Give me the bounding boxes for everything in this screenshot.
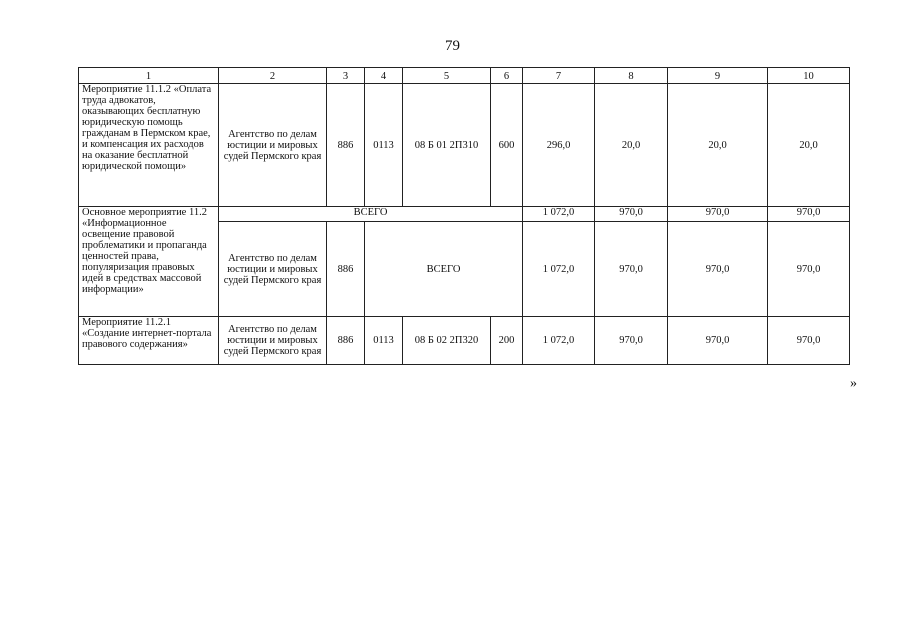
col-header: 9 (668, 68, 768, 84)
total-label: ВСЕГО (365, 222, 523, 317)
grbs-code: 886 (327, 222, 365, 317)
value-col9: 970,0 (668, 207, 768, 222)
section-code: 0113 (365, 84, 403, 207)
table-row (79, 84, 850, 207)
target-article: 08 Б 01 2П310 (403, 84, 491, 207)
table-row (79, 207, 850, 222)
col-header: 4 (365, 68, 403, 84)
col-header: 2 (219, 68, 327, 84)
header-row (79, 68, 850, 84)
col-header: 8 (595, 68, 668, 84)
budget-table (78, 67, 850, 365)
value-col9: 970,0 (668, 222, 768, 317)
page-number: 79 (445, 38, 460, 54)
closing-quote-mark: » (850, 376, 857, 391)
value-col8: 970,0 (595, 207, 668, 222)
col-header: 6 (491, 68, 523, 84)
col-header: 7 (523, 68, 595, 84)
value-col10: 970,0 (768, 222, 850, 317)
agency-cell: Агентство по делам юстиции и мировых судей Пермского края (219, 84, 327, 207)
col-header: 1 (79, 68, 219, 84)
value-col8: 20,0 (595, 84, 668, 207)
value-col10: 970,0 (768, 317, 850, 365)
value-col9: 20,0 (668, 84, 768, 207)
value-col9: 970,0 (668, 317, 768, 365)
activity-description: Основное мероприятие 11.2 «Информационное освещение правовой проблематики и пропаганда ценностей права, популяризация правовых идей в средствах массовой информации» (79, 207, 219, 317)
value-col10: 970,0 (768, 207, 850, 222)
expense-type: 200 (491, 317, 523, 365)
value-col7: 1 072,0 (523, 317, 595, 365)
section-code: 0113 (365, 317, 403, 365)
activity-description: Мероприятие 11.1.2 «Оплата труда адвокатов, оказывающих бесплатную юридическую помощь гражданам в Пермском крае, и компенсация их расходов на оказание бесплатной юридической помощи» (79, 84, 219, 207)
col-header: 10 (768, 68, 850, 84)
col-header: 3 (327, 68, 365, 84)
value-col7: 296,0 (523, 84, 595, 207)
grbs-code: 886 (327, 317, 365, 365)
total-label: ВСЕГО (219, 207, 523, 222)
value-col7: 1 072,0 (523, 222, 595, 317)
value-col10: 20,0 (768, 84, 850, 207)
agency-cell: Агентство по делам юстиции и мировых судей Пермского края (219, 222, 327, 317)
agency-cell: Агентство по делам юстиции и мировых судей Пермского края (219, 317, 327, 365)
value-col7: 1 072,0 (523, 207, 595, 222)
value-col8: 970,0 (595, 222, 668, 317)
grbs-code: 886 (327, 84, 365, 207)
activity-description: Мероприятие 11.2.1 «Создание интернет-портала правового содержания» (79, 317, 219, 365)
expense-type: 600 (491, 84, 523, 207)
col-header: 5 (403, 68, 491, 84)
value-col8: 970,0 (595, 317, 668, 365)
table-row (79, 317, 850, 365)
target-article: 08 Б 02 2П320 (403, 317, 491, 365)
